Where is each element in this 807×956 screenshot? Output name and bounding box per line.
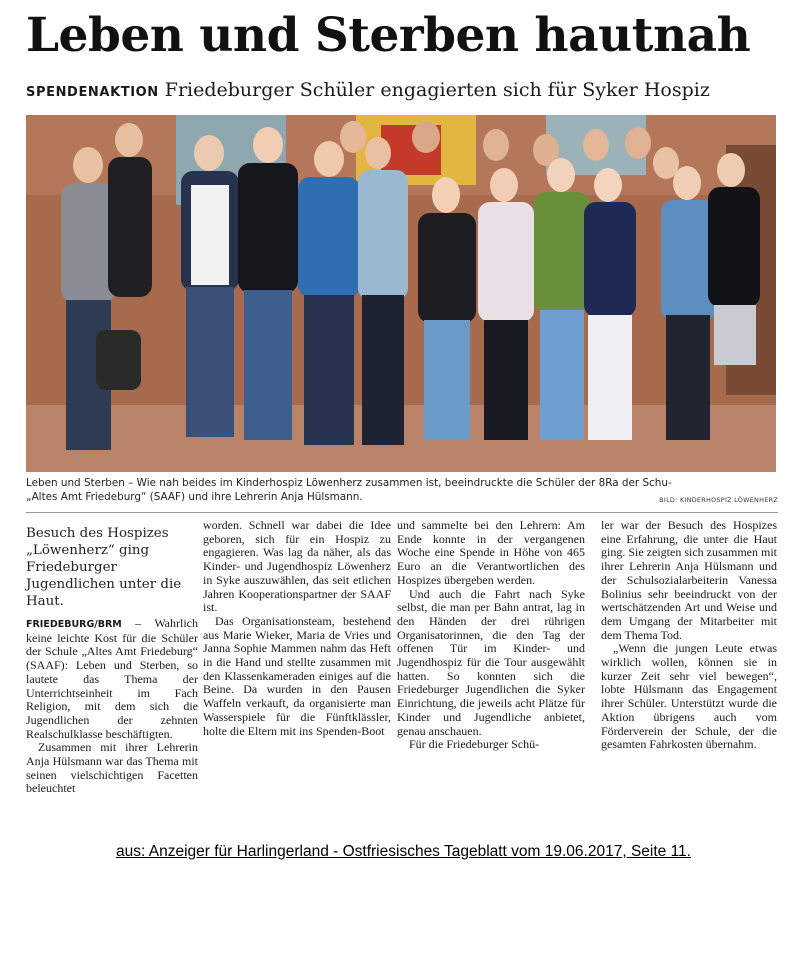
column-1-paragraph-2: Zusammen mit ihrer Lehrerin Anja Hülsmann war das Thema mit seinen vielschichtigen Facetten beleuchtet: [26, 740, 198, 796]
column-1: [26, 519, 198, 796]
column-1-paragraph-1-text: – Wahrlich keine leichte Kost für die Schüler der Schule „Altes Amt Friedeburg“ (SAAF): Leben und Sterben, so lautete das Thema der Unterrichtseinheit im Fach Religion, mit dem sich die Jugendlichen der zehnten Realschulklasse beschäftigten.: [26, 616, 198, 741]
column-3-paragraph-3: Für die Friedeburger Schü-: [409, 737, 540, 752]
column-4-paragraph-1: ler war der Besuch des Hospizes eine Erfahrung, die unter die Haut ging. Sie zeigten sich zusammen mit ihrer Lehrerin Anja Hülsmann und der Schulsozialarbeiterin Vanessa Bolinius sehr beeindruckt von der wertschätzenden Art und Weise und dem Umgang der Mitarbeiter mit dem Thema Tod.: [601, 518, 777, 642]
article-kicker: SPENDENAKTION: [26, 85, 159, 100]
article-subline: [26, 79, 710, 101]
column-1-paragraph-1: [26, 617, 198, 741]
photo-credit: BILD: KINDERHOSPIZ LÖWENHERZ: [659, 496, 778, 504]
column-3-paragraph-1: und sammelte bei den Lehrern: Am Ende konnte in der vergangenen Woche eine Spende in Höhe von 465 Euro an die Verantwortlichen des Hospizes übergeben werden.: [397, 518, 585, 587]
dateline: FRIEDEBURG/BRM: [26, 619, 122, 630]
column-4-paragraph-2: „Wenn die jungen Leute etwas wirklich wollen, können sie in kurzer Zeit sehr viel bewegen“, lobte Hülsmann das Engagement ihrer Schüler. Unterstützt wurde die Aktion übrigens auch vom Förderverein der Schule, der die gesamten Fahrkosten übernahm.: [601, 641, 777, 752]
column-4: [601, 519, 777, 752]
column-2-paragraph-1: worden. Schnell war dabei die Idee geboren, sich für ein Hospiz zu engagieren. Was lag da näher, als das Kinder- und Jugendhospiz Löwenherz in Syke auszuwählen, das seit etlichen Jahren Kooperationspartner der SAAF ist.: [203, 518, 391, 615]
caption-line-2: „Altes Amt Friedeburg“ (SAAF) und ihre Lehrerin Anja Hülsmann.: [26, 491, 363, 503]
caption-divider: [26, 512, 778, 513]
group-photo-illustration: [26, 115, 776, 472]
column-2: [203, 519, 391, 738]
article-intro: Besuch des Hospizes „Löwenherz“ ging Friedeburger Jugendlichen unter die Haut.: [26, 526, 182, 609]
column-2-paragraph-2: Das Organisationsteam, bestehend aus Marie Wieker, Maria de Vries und Janna Sophie Mammen nahm das Heft in die Hand und stellte zusammen mit den Klassenkameraden einiges auf die Beine. Da wurden in den Pausen Waffeln verkauft, da organisierte man Wasserspiele für die Fünftklässler, holte die Eltern mit ins Spenden-Boot: [203, 613, 391, 738]
group-photo: [26, 115, 776, 472]
article-headline: Leben und Sterben hautnah: [26, 8, 751, 63]
caption-line-1: Leben und Sterben – Wie nah beides im Kinderhospiz Löwenherz zusammen ist, beeindruckte die Schüler der 8Ra der Schu-: [26, 477, 672, 489]
article-subtitle: Friedeburger Schüler engagierten sich für Syker Hospiz: [164, 79, 710, 101]
source-note: aus: Anzeiger für Harlingerland - Ostfriesisches Tageblatt vom 19.06.2017, Seite 11.: [116, 843, 691, 860]
column-3-paragraph-2: Und auch die Fahrt nach Syke selbst, die man per Bahn antrat, lag in den Händen der drei rührigen Organisatorinnen, die den Tag der offenen Tür im Kinder- und Jugendhospiz für die Tour ausgewählt hatten. So konnten sich die Friedeburger Jugendlichen die Syker Einrichtung, die jeweils acht Plätze für Kinder und Jugendliche anbietet, genau anschauen.: [397, 586, 585, 738]
column-3: [397, 519, 585, 752]
